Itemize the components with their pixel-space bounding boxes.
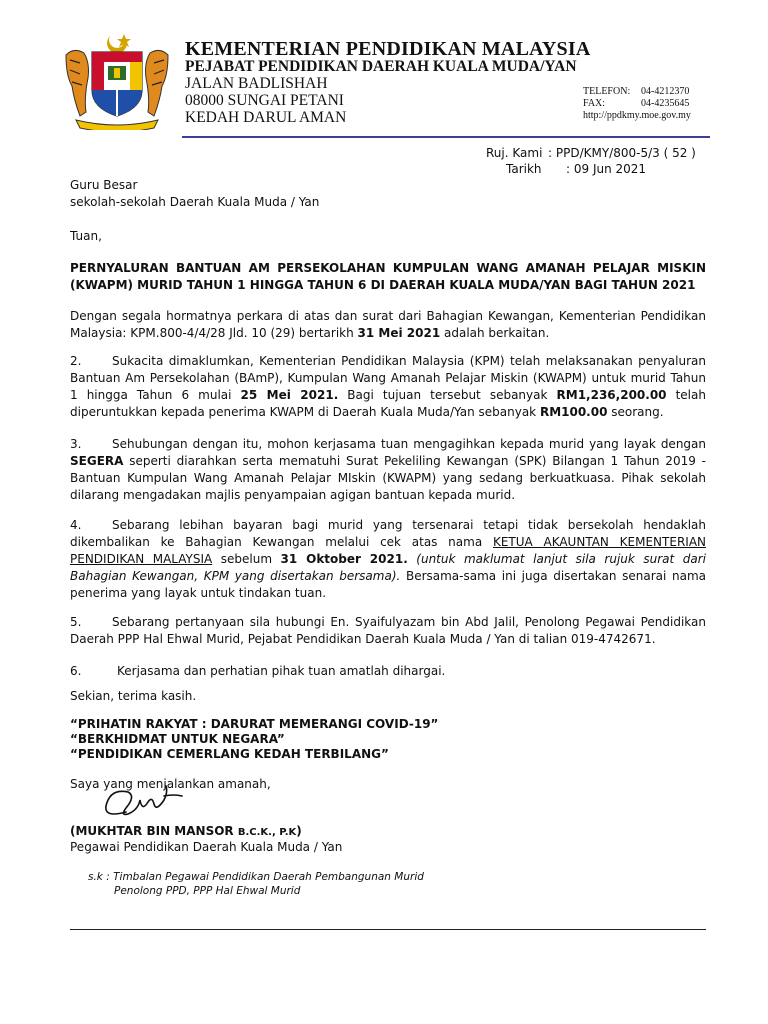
intro-text-c: adalah berkaitan. <box>440 326 550 340</box>
signer-name-text: (MUKHTAR BIN MANSOR <box>70 824 238 838</box>
para-4-number: 4. <box>70 518 82 532</box>
recipient-line-2: sekolah-sekolah Daerah Kuala Muda / Yan <box>70 195 320 209</box>
telefon-row <box>583 86 689 97</box>
letterhead <box>0 0 768 140</box>
p3-segera: SEGERA <box>70 454 124 468</box>
signature-icon <box>96 782 196 827</box>
motto-3: “PENDIDIKAN CEMERLANG KEDAH TERBILANG” <box>70 747 389 761</box>
paragraph-6 <box>70 663 706 680</box>
p2-per-student: RM100.00 <box>539 405 608 419</box>
sk-label: s.k : <box>88 871 110 883</box>
paragraph-2 <box>70 353 706 421</box>
letterhead-divider <box>182 136 710 138</box>
reference-row <box>486 146 696 160</box>
ministry-title: KEMENTERIAN PENDIDIKAN MALAYSIA <box>185 38 591 60</box>
signer-honours: B.C.K., P.K <box>237 827 297 838</box>
date-row <box>506 162 646 176</box>
fax-row <box>583 98 689 109</box>
intro-paragraph <box>70 308 706 342</box>
para-5-number: 5. <box>70 615 82 629</box>
p2-a: Sukacita dimaklumkan, Kementerian Pendidikan Malaysia (KPM) telah melaksanakan penyaluran Bantuan Am Persekolahan (BAmP), Kumpulan Wang Amanah Pelajar Miskin (KWAPM) untuk murid Tahun 1 hingga Tahun 6 mulai <box>70 354 706 402</box>
p5-a: Sebarang pertanyaan sila hubungi En. Syaifulyazam bin Abd Jalil, Penolong Pegawai Pendidikan Daerah PPP Hal Ehwal Murid, Pejabat Pendidikan Daerah Kuala Muda / Yan di talian 019-4742671. <box>70 615 706 646</box>
tarikh-label: Tarikh <box>506 162 542 176</box>
paragraph-3 <box>70 436 706 504</box>
salutation: Tuan, <box>70 229 102 243</box>
p4-c: sebelum <box>212 552 281 566</box>
subject: PERNYALURAN BANTUAN AM PERSEKOLAHAN KUMPULAN WANG AMANAH PELAJAR MISKIN (KWAPM) MURID TAHUN 1 HINGGA TAHUN 6 DI DAERAH KUALA MUDA/YAN BAGI TAHUN 2021 <box>70 261 706 292</box>
address-line-2: 08000 SUNGAI PETANI <box>185 92 344 109</box>
tarikh-value: : 09 Jun 2021 <box>566 162 647 176</box>
p2-date: 25 Mei 2021. <box>240 388 339 402</box>
signer-close: ) <box>296 824 302 838</box>
recipient-line-1: Guru Besar <box>70 178 138 192</box>
para-6-number: 6. <box>70 664 82 678</box>
p4-deadline: 31 Oktober 2021. <box>280 552 408 566</box>
ruj-label: Ruj. Kami <box>486 146 543 160</box>
malaysia-coat-of-arms-icon <box>58 30 176 130</box>
ruj-value: : PPD/KMY/800-5/3 ( 52 ) <box>548 146 696 160</box>
p4-payee: KETUA AKAUNTAN KEMENTERIAN PENDIDIKAN MALAYSIA <box>70 535 707 566</box>
para-2-number: 2. <box>70 354 82 368</box>
p4-a: Sebarang lebihan bayaran bagi murid yang tersenarai tetapi tidak bersekolah hendaklah dikembalikan ke Bahagian Kewangan melalui cek atas nama <box>70 518 706 549</box>
signer-position: Pegawai Pendidikan Daerah Kuala Muda / Yan <box>70 840 343 854</box>
p2-c: Bagi tujuan tersebut sebanyak <box>338 388 557 402</box>
p2-e: telah diperuntukkan kepada penerima KWAPM di Daerah Kuala Muda/Yan sebanyak <box>70 388 706 419</box>
p3-a: Sehubungan dengan itu, mohon kerjasama tuan mengagihkan kepada murid yang layak dengan <box>112 437 706 451</box>
paragraph-4 <box>70 517 706 602</box>
address-line-1: JALAN BADLISHAH <box>185 75 328 92</box>
para-3-number: 3. <box>70 437 82 451</box>
fax-value: 04-4235645 <box>641 98 690 109</box>
telefon-value: 04-4212370 <box>641 86 690 97</box>
address-line-3: KEDAH DARUL AMAN <box>185 109 347 126</box>
p2-g: seorang. <box>607 405 664 419</box>
p6-a: Kerjasama dan perhatian pihak tuan amatlah dihargai. <box>117 664 446 678</box>
office-name: PEJABAT PENDIDIKAN DAERAH KUALA MUDA/YAN <box>185 58 577 75</box>
p3-c: seperti diarahkan serta mematuhi Surat Pekeliling Kewangan (SPK) Bilangan 1 Tahun 2019 - Bantuan Kumpulan Wang Amanah Pelajar MIskin (KWAPM) yang sedang berkuatkuasa. Pihak sekolah dilarang mengadakan majlis penyampaian agigan bantuan kepada murid. <box>70 454 706 502</box>
sk-line-1 <box>88 871 424 883</box>
p4-note: (untuk maklumat lanjut sila rujuk surat dari Bahagian Kewangan, KPM yang disertakan bersama). <box>70 552 706 583</box>
signoff: Saya yang menjalankan amanah, <box>70 777 271 791</box>
telefon-label: TELEFON: <box>583 86 631 97</box>
p2-amount: RM1,236,200.00 <box>556 388 667 402</box>
motto-2: “BERKHIDMAT UNTUK NEGARA” <box>70 732 285 746</box>
fax-label: FAX: <box>583 98 606 109</box>
sk-recipient-2: Penolong PPD, PPP Hal Ehwal Murid <box>114 885 301 897</box>
intro-date: 31 Mei 2021 <box>357 326 441 340</box>
sk-recipient-1: Timbalan Pegawai Pendidikan Daerah Pembangunan Murid <box>113 871 424 883</box>
closing: Sekian, terima kasih. <box>70 689 197 703</box>
intro-text-a: Dengan segala hormatnya perkara di atas dan surat dari Bahagian Kewangan, Kementerian Pendidikan Malaysia: KPM.800-4/4/28 Jld. 10 (29) bertarikh <box>70 309 706 340</box>
footer-divider <box>70 929 706 930</box>
website-link[interactable]: http://ppdkmy.moe.gov.my <box>583 110 691 121</box>
paragraph-5 <box>70 614 706 648</box>
p4-f: Bersama-sama ini juga disertakan senarai nama penerima yang layak untuk tindakan tuan. <box>70 569 706 600</box>
motto-1: “PRIHATIN RAKYAT : DARURAT MEMERANGI COVID-19” <box>70 717 439 731</box>
